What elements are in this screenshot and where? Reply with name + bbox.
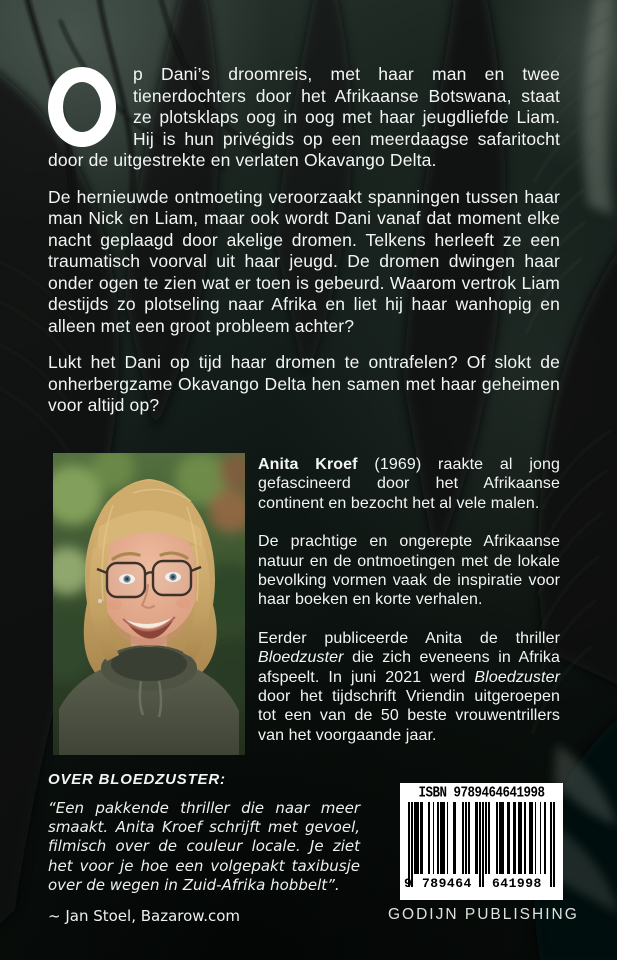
isbn-barcode bbox=[400, 783, 563, 900]
barcode-digit-group-1: 9 bbox=[404, 876, 413, 891]
review-heading: OVER BLOEDZUSTER: bbox=[48, 771, 226, 788]
isbn-label: ISBN 9789464641998 bbox=[418, 785, 545, 802]
barcode-digit-group-3: 641998 bbox=[492, 876, 542, 891]
review-section bbox=[48, 771, 360, 925]
bio-paragraph-2: De prachtige en ongerepte Afrikaanse natuur en de ontmoetingen met de lokale bevolking vormen vaak de inspiratie voor haar boeken en korte verhalen. bbox=[258, 533, 560, 609]
synopsis-paragraph-2: De hernieuwde ontmoeting veroorzaakt spanningen tussen haar man Nick en Liam, maar ook wordt Dani vanaf dat moment elke nacht geplaagd door akelige dromen. Telkens herleeft ze een traumatisch voorval uit haar jeugd. De dromen dwingen haar onder ogen te zien wat er toen is gebeurd. Waarom vertrok Liam destijds zo plotseling naar Afrika en liet hij haar wanhopig en alleen met een groot probleem achter? bbox=[48, 186, 560, 336]
synopsis-paragraph-1 bbox=[48, 64, 560, 172]
synopsis-paragraph-1-text: p Dani’s droomreis, met haar man en twee tienerdochters door het Afrikaanse Botswana, staat ze plotsklaps oog in oog met haar jeugdliefde Liam. Hij is hun privégids op een meerdaagse safaritocht door de uitgestrekte en verlaten Okavango Delta. bbox=[48, 64, 560, 170]
barcode-digit-group-2: 789464 bbox=[422, 876, 472, 891]
synopsis-paragraph-3: Lukt het Dani op tijd haar dromen te ontrafelen? Of slokt de onherbergzame Okavango Delta hen samen met haar geheimen voor altijd op? bbox=[48, 352, 560, 415]
dropcap-letter-o bbox=[48, 67, 116, 147]
author-photo bbox=[53, 453, 245, 755]
book-title-italic: Bloedzuster bbox=[474, 668, 560, 686]
bio-paragraph-1: Anita Kroef (1969) raakte al jong gefascineerd door het Afrikaanse continent en bezocht het al vele malen. bbox=[258, 456, 561, 512]
barcode-bars bbox=[408, 802, 555, 887]
publisher-name: GODIJN PUBLISHING bbox=[388, 906, 579, 923]
review-attribution: ~ Jan Stoel, Bazarow.com bbox=[48, 907, 240, 926]
author-name: Anita Kroef bbox=[258, 456, 358, 473]
book-title-italic: Bloedzuster bbox=[258, 649, 344, 667]
review-quote: “Een pakkende thriller die naar meer smaakt. Anita Kroef schrijft met gevoel, filmisch over de couleur locale. Je ziet het voor je hoe een volgepakt taxibusje over de wegen in Zuid-Afrika hobbelt”. bbox=[48, 799, 360, 894]
bio-paragraph-3: Eerder publiceerde Anita de thriller Bloedzuster die zich eveneens in Afrika afspeelt. In juni 2021 werd Bloedzuster door het tijdschrift Vriendin uitgeroepen tot een van de 50 beste vrouwentrillers van het voorgaande jaar. bbox=[258, 629, 560, 744]
synopsis-text bbox=[48, 64, 560, 432]
author-bio bbox=[258, 455, 560, 764]
